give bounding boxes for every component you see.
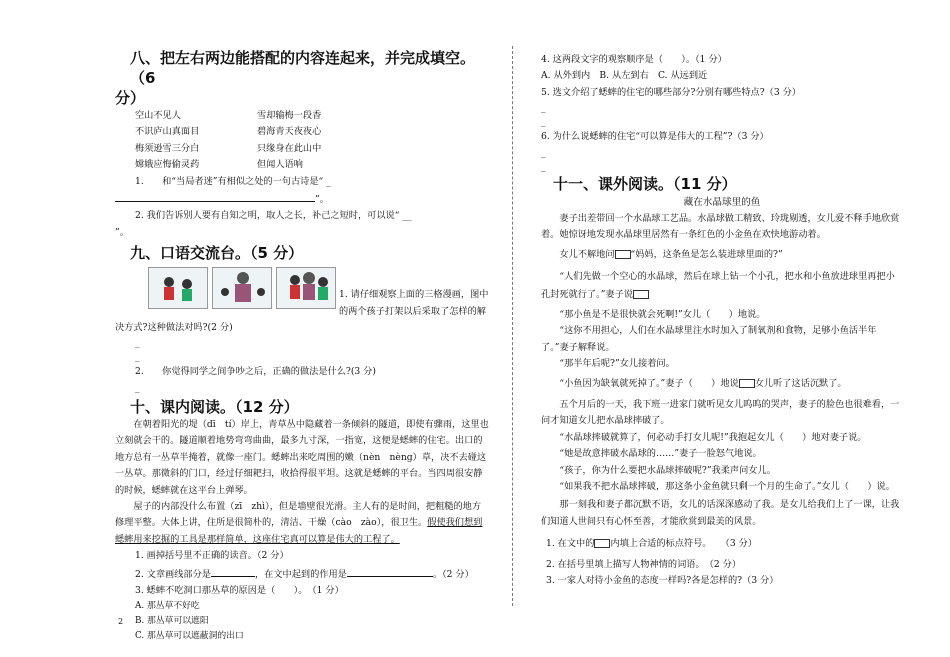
question-10-6: 6. 为什么说蟋蟀的住宅“可以算是伟大的工程”?（3 分） [541, 131, 769, 143]
punctuation-box[interactable] [594, 539, 610, 548]
question-10-4: 4. 这两段文字的观察顺序是（ ）。（1 分） [541, 54, 727, 65]
section-10-title: 十、课内阅读。（12 分） [130, 397, 299, 416]
story-paragraph: “那半年后呢?”女儿接着问。 [559, 358, 675, 370]
story-paragraph: “如果我不把水晶球摔破，那这条小金鱼就只剩一个月的生命了。”女儿（ ）说。 [559, 480, 895, 492]
story-paragraph: “这你不用担心，人们在水晶球里注水时加入了制氧剂和食物，足够小鱼活半年了。”妻子解释说。 [541, 325, 877, 353]
punctuation-box[interactable] [633, 290, 649, 299]
underlined-sentence: 假使我们想到蟋蟀用来挖掘的工具是那样简单，这座住宅真可以算是伟大的工程了。 [115, 517, 483, 545]
question-10-5: 5. 选文介绍了蟋蟀的住宅的哪些部分?分别有哪些特点?（3 分） [541, 86, 801, 98]
poem-row: 嫦娥应悔偷灵药 但闻人语响 [135, 159, 303, 171]
punctuation-box[interactable] [615, 250, 631, 259]
story-paragraph: “孩子，你为什么要把水晶球摔破呢?”我柔声问女儿。 [559, 464, 776, 476]
story-title: 藏在水晶球里的鱼 [683, 196, 761, 208]
option-c[interactable]: C. 那丛草可以遮蔽洞的出口 [135, 631, 244, 642]
comic-panel-2 [212, 267, 272, 309]
story-paragraph: “人们先做一个空心的水晶球，然后在球上钻一个小孔，把水和小鱼放进球里再把小孔封死就行了。”妻子说 [541, 270, 895, 300]
reading-paragraph-2: 屋子的内部没什么布置（zī zhì），但是墙壁很光滑。主人有的是时间，把粗糙的地方修理平整。大体上讲，住所是很简朴的，清洁、干燥（cào zào），很卫生。假使我们想到蟋蟀用来挖掘的工具是那样简单，这座住宅真可以算是伟大的工程了。 [115, 500, 483, 545]
answer-line[interactable]: _ [135, 352, 140, 363]
question-10-1: 1. 画掉括号里不正确的读音。（2 分） [135, 550, 289, 562]
story-paragraph: 妻子出差带回一个水晶球工艺品。水晶球做工精致、玲珑剔透，女儿爱不释手地欣赏着。她惊讶地发现水晶球里居然有一条红色的小金鱼在欢快地游动着。 [541, 212, 900, 241]
question-9-1: 1. 请仔细观察上面的三格漫画，图中的两个孩子打架以后采取了怎样的解决方式?这种做法对吗?(2 分) [115, 289, 489, 334]
reading-question-1: 1. 在文中的 内填上合适的标点符号。 （3 分） [546, 538, 758, 550]
story-paragraph: 那一刻我和妻子都沉默不语，女儿的话深深感动了我。是女儿给我们上了一课，让我们知道人世间只有心怀至善，才能欣赏到最美的风景。 [541, 499, 900, 527]
comic-question [115, 267, 490, 336]
reading-question-3: 3. 一家人对待小金鱼的态度一样吗?各是怎样的?（3 分） [546, 574, 779, 586]
page-number: 2 [118, 617, 124, 626]
column-divider [512, 46, 513, 606]
section-8-title-cont: 分） [115, 89, 146, 107]
section-9-title: 九、口语交流台。（5 分） [130, 244, 304, 263]
poem-row: 空山不见人 雪却输梅一段香 [135, 110, 322, 121]
story-paragraph: 五个月后的一天，我下班一进家门就听见女儿呜呜的哭声，妻子的脸色也很难看，一问才知道女儿把水晶球摔破了。 [541, 398, 900, 427]
question-8-1: 1. 和“当局者迷”有相似之处的一句古诗是“ _ [135, 175, 331, 187]
answer-line[interactable]: _ [135, 338, 140, 349]
story-paragraph: “水晶球摔破就算了，何必动手打女儿呢!”我抱起女儿（ ）地对妻子说。 [559, 431, 867, 443]
option-a[interactable]: A. 那丛草不好吃 [135, 601, 200, 612]
question-10-2: 2. 文章画线部分是 ，在文中起到的作用是 。（2 分） [135, 565, 490, 583]
story-paragraph: “她是故意摔破水晶球的……”妻子一脸怒气地说。 [559, 448, 762, 460]
reading-paragraph-1: 在朝着阳光的堤（dī tí）岸上，青草丛中隐藏着一条倾斜的隧道，即使有骤雨，这里也立刻就会干的。隧道顺着地势弯弯曲曲，最多九寸深，一指宽，这便是蟋蟀的住宅。出口的地方总有一丛草半掩着，就像一座门。蟋蟀出来吃周围的嫩（nèn nèng）草，决不去碰这一丛草。那微斜的门口，经过仔细耙扫，收拾得很平坦。这就是蟋蟀的平台。当四周很安静的时候，蟋蟀就在这平台上弹琴。 [115, 418, 489, 496]
comic-panel-3 [276, 267, 336, 309]
option-b[interactable]: B. 那丛草可以遮阳 [135, 616, 209, 627]
punctuation-box[interactable] [739, 379, 755, 388]
answer-line[interactable]: _ [135, 382, 140, 393]
right-column [541, 52, 903, 589]
answer-line[interactable]: _ [541, 103, 546, 114]
poem-row: 不识庐山真面目 碧海青天夜夜心 [135, 126, 322, 138]
answer-line[interactable]: _ [541, 161, 546, 172]
reading-question-2: 2. 在括号里填上描写人物神情的词语。 （2 分） [546, 558, 742, 570]
answer-line[interactable]: _ [541, 117, 546, 128]
answer-blank[interactable] [211, 565, 255, 577]
poem-match-list [135, 108, 490, 174]
story-paragraph: “小鱼因为缺氧就死掉了。”妻子（ ）地说 女儿听了这话沉默了。 [559, 378, 847, 390]
comic-panel-1 [148, 267, 208, 309]
question-9-2: 2. 你觉得同学之间争吵之后，正确的做法是什么?(3 分) [135, 366, 376, 378]
question-10-4-options: A. 从外到内 B. 从左到右 C. 从远到近 [541, 70, 708, 82]
left-column [115, 48, 490, 644]
story-paragraph: “那小鱼是不是很快就会死啊!”女儿（ ）地说。 [559, 308, 766, 320]
comic-strip [148, 267, 336, 309]
poem-row: 梅须逊雪三分白 只缘身在此山中 [135, 142, 322, 154]
question-8-1-blank[interactable]: ”。 [115, 190, 490, 208]
section-8-title: 八、把左右两边能搭配的内容连起来，并完成填空。（6 [130, 49, 476, 87]
question-10-3: 3. 蟋蟀不吃洞口那丛草的原因是（ ）。 （1 分） [135, 584, 344, 596]
answer-blank[interactable] [347, 565, 433, 577]
question-8-2-end: ”。 [115, 226, 129, 238]
question-8-2: 2. 我们告诉别人要有自知之明，取人之长，补己之短时，可以说“ __ [135, 210, 412, 222]
story-paragraph: 女儿不解地问 “妈妈，这条鱼是怎么装进球里面的?” [559, 249, 783, 261]
section-11-title: 十一、课外阅读。（11 分） [553, 174, 737, 193]
answer-line[interactable]: _ [541, 147, 546, 158]
